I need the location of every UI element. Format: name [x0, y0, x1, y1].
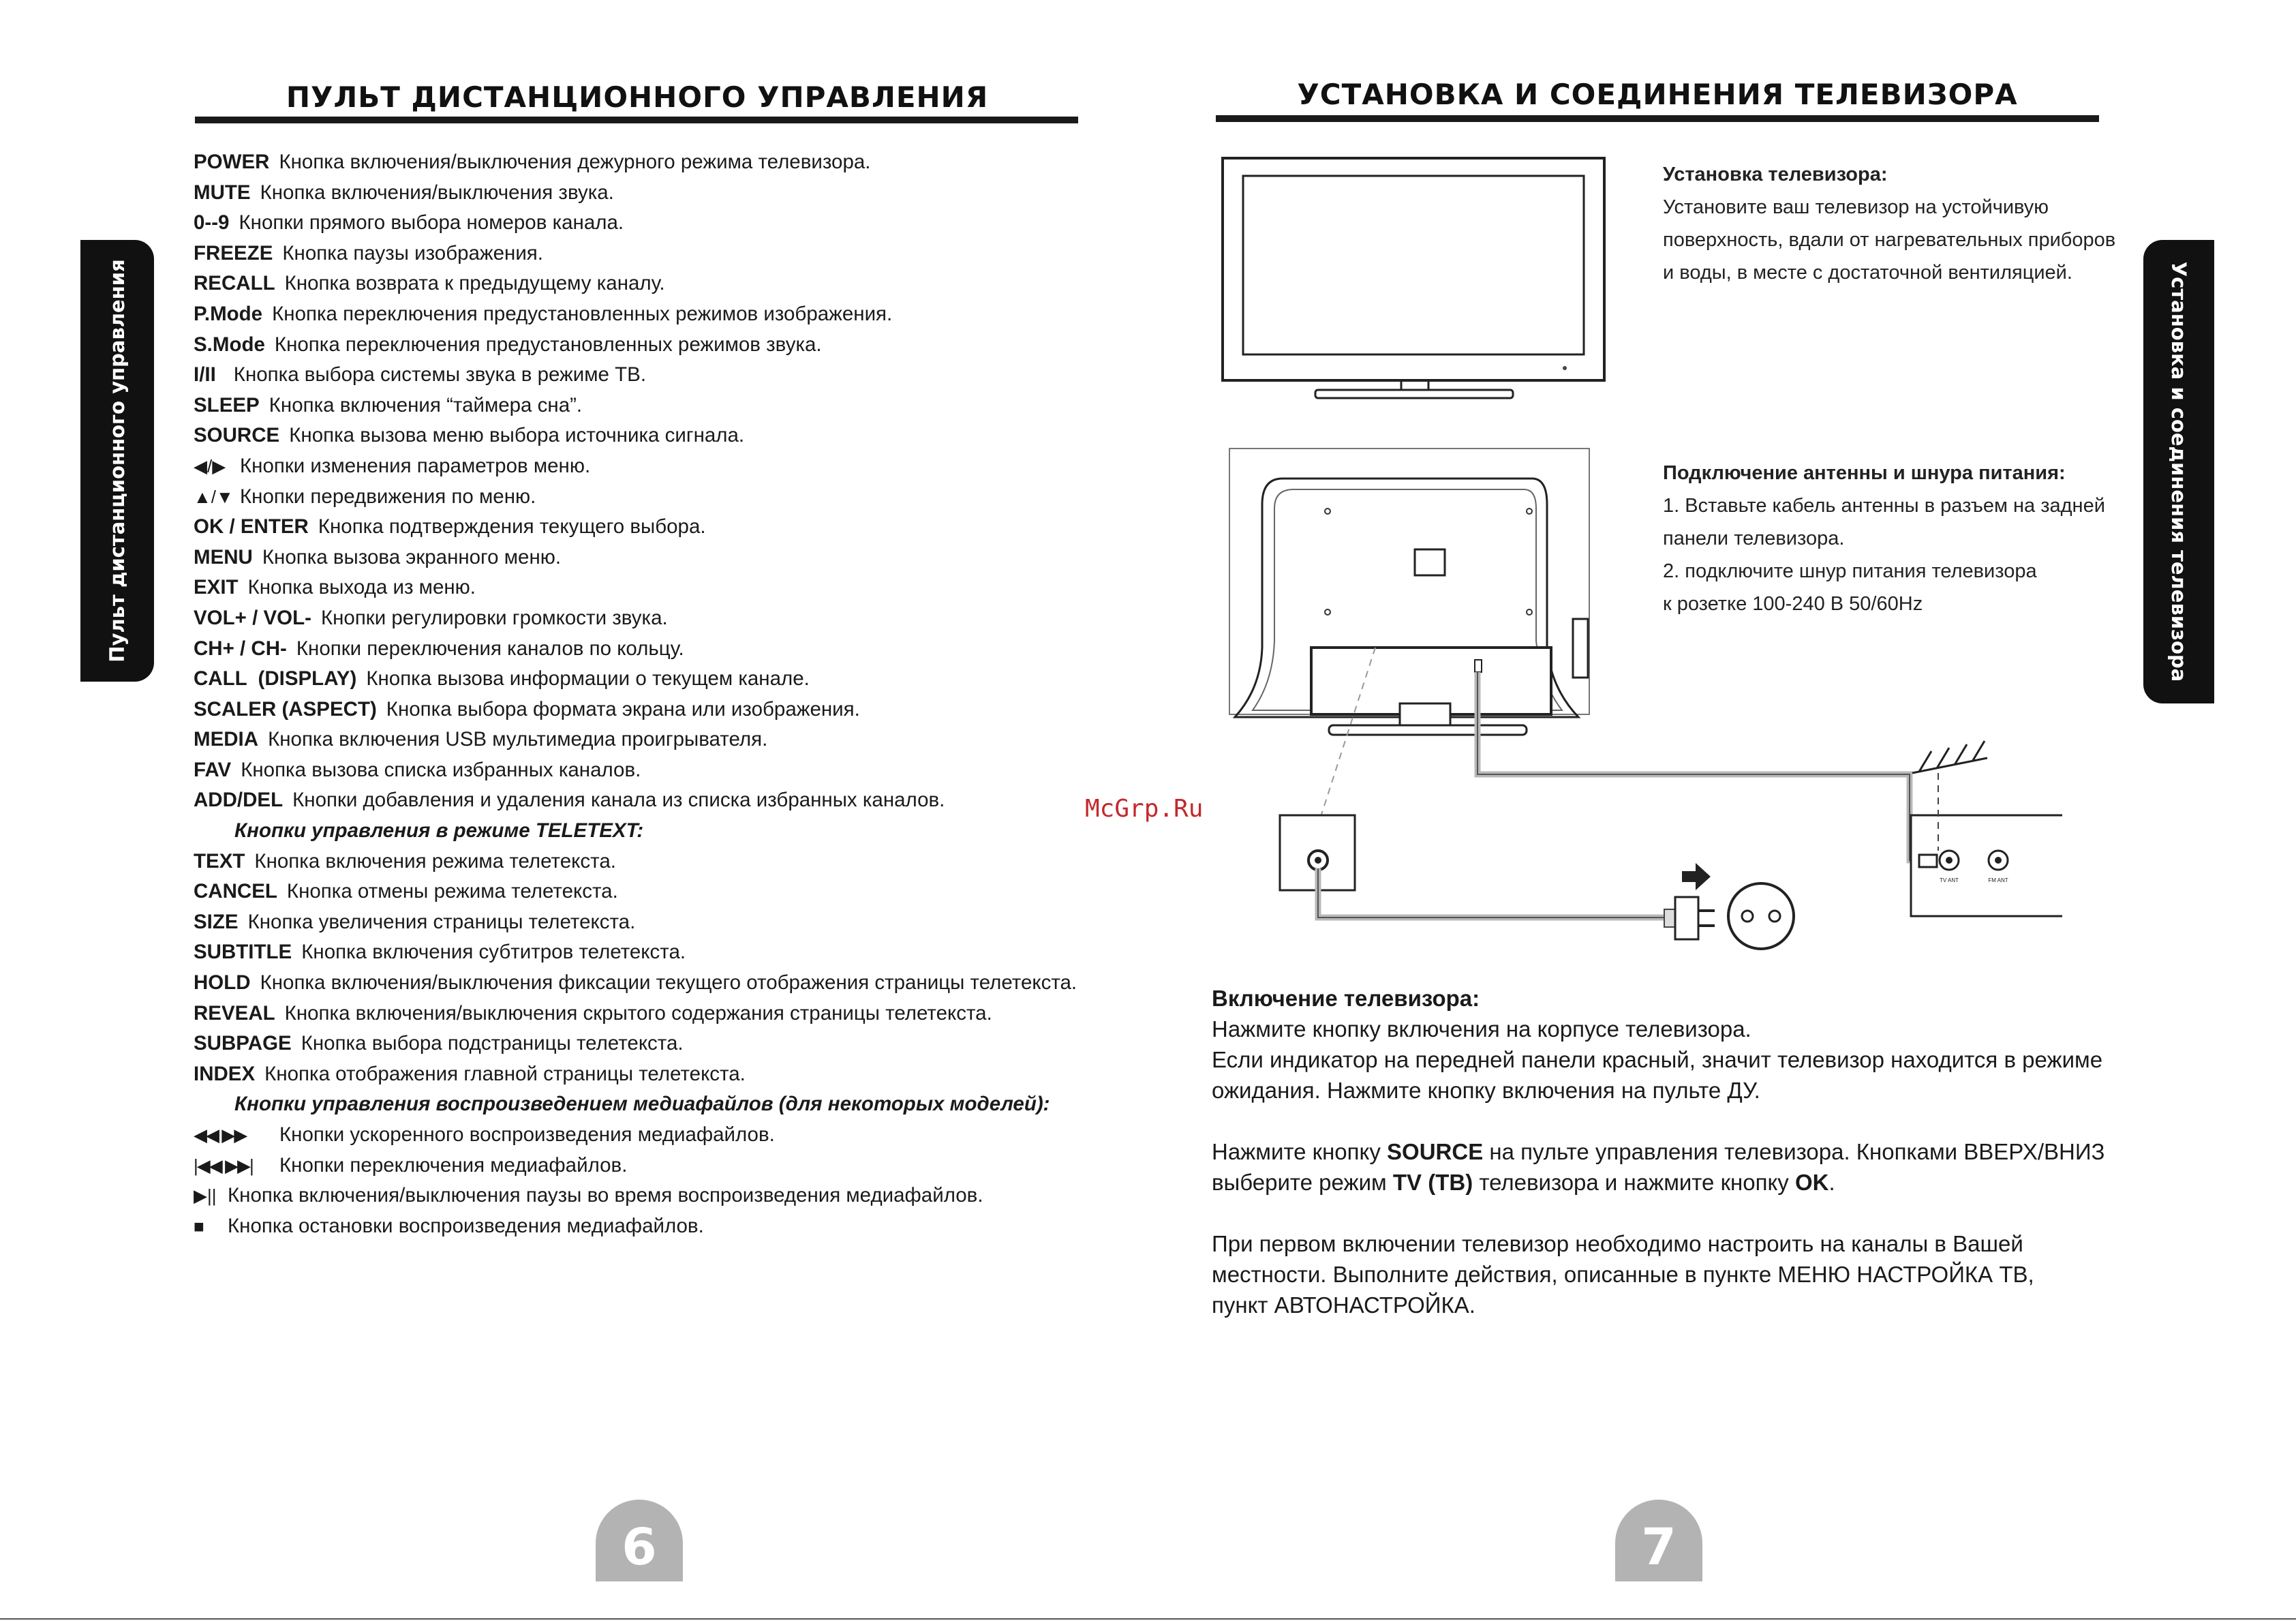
list-item [194, 299, 1148, 330]
list-item [194, 725, 1148, 755]
button-key: OK / ENTER [194, 515, 309, 539]
button-desc: Кнопки изменения параметров меню. [240, 454, 591, 477]
button-desc: Кнопка выбора системы звука в режиме ТВ. [233, 363, 647, 386]
list-item [194, 208, 1148, 239]
list-item [194, 907, 1148, 938]
source-key: SOURCE [1387, 1139, 1484, 1164]
text-line: Если индикатор на передней панели красный, значит телевизор находится в режиме [1212, 1047, 2103, 1072]
text-line: ожидания. Нажмите кнопку включения на пульте ДУ. [1212, 1078, 1760, 1103]
list-item [194, 695, 1148, 725]
button-desc: Кнопка отмены режима телетекста. [286, 880, 618, 903]
button-desc: Кнопки переключения каналов по кольцу. [296, 637, 684, 660]
install-instructions [1663, 158, 2115, 289]
button-desc: Кнопка увеличения страницы телетекста. [247, 910, 636, 933]
text-line [1212, 1136, 2152, 1167]
side-tab-label: Пульт дистанционного управления [106, 259, 129, 663]
button-desc: Кнопка вызова списка избранных каналов. [241, 758, 641, 781]
button-desc: Кнопка возврата к предыдущему каналу. [284, 272, 665, 295]
button-key: CH+ / CH- [194, 637, 287, 660]
button-desc: Кнопка вызова меню выбора источника сигнала. [289, 424, 745, 447]
text-line: поверхность, вдали от нагревательных приборов [1663, 229, 2116, 251]
page-number: 6 [596, 1500, 683, 1581]
text-line: и воды, в месте с достаточной вентиляцией. [1663, 262, 2072, 284]
button-desc: Кнопка включения/выключения паузы во время воспроизведения медиафайлов. [228, 1184, 983, 1207]
text-line: к розетке 100-240 В 50/60Hz [1663, 593, 1923, 615]
list-item [194, 755, 1148, 786]
list-item [194, 391, 1148, 421]
button-key: FAV [194, 758, 232, 781]
button-key: RECALL [194, 272, 275, 295]
heading-rule-right [1216, 115, 2099, 122]
list-item [194, 543, 1148, 573]
list-item [194, 664, 1148, 695]
button-desc: Кнопки регулировки громкости звука. [320, 606, 668, 629]
button-key: SIZE [194, 910, 239, 933]
button-desc: Кнопки ускоренного воспроизведения медиафайлов. [279, 1123, 775, 1146]
remote-control-list [194, 147, 1148, 1241]
button-key: REVEAL [194, 1001, 275, 1025]
button-desc: Кнопка остановки воспроизведения медиафайлов. [228, 1214, 704, 1237]
power-on-section [1212, 983, 2152, 1320]
button-key: MENU [194, 545, 253, 568]
button-desc: Кнопка включения режима телетекста. [254, 849, 616, 873]
button-desc: Кнопка переключения предустановленных режимов изображения. [272, 302, 893, 325]
button-desc: Кнопка включения USB мультимедиа проигрывателя. [268, 728, 768, 751]
button-desc: Кнопка вызова экранного меню. [262, 545, 562, 568]
page-number-right: 7 [1615, 1500, 1702, 1581]
list-item [194, 877, 1148, 907]
list-item [194, 847, 1148, 877]
button-desc: Кнопка включения/выключения фиксации текущего отображения страницы телетекста. [260, 971, 1077, 995]
button-desc: Кнопка включения/выключения скрытого содержания страницы телетекста. [284, 1001, 992, 1025]
tv-key: TV (ТВ) [1392, 1170, 1473, 1195]
list-item [194, 634, 1148, 665]
button-key: SLEEP [194, 393, 260, 416]
list-item [194, 1211, 1148, 1242]
text-fragment: телевизора и нажмите кнопку [1473, 1170, 1795, 1195]
heading-rule [195, 117, 1078, 123]
button-key: P.Mode [194, 302, 263, 325]
list-item [194, 1029, 1148, 1059]
list-item [194, 360, 1148, 391]
list-item [194, 573, 1148, 603]
text-line: панели телевизора. [1663, 528, 1845, 549]
text-line: пункт АВТОНАСТРОЙКА. [1212, 1292, 1475, 1318]
text-fragment: выберите режим [1212, 1170, 1393, 1195]
skip-prev-next-icon: |◀◀ ▶▶| [194, 1155, 253, 1176]
button-desc: Кнопка выхода из меню. [247, 576, 476, 599]
side-tab-right [2143, 240, 2214, 703]
button-key: 0--9 [194, 211, 230, 234]
button-desc: Кнопка паузы изображения. [282, 241, 543, 264]
list-item [194, 968, 1148, 999]
button-key: CANCEL [194, 880, 277, 903]
text-fragment: . [1828, 1170, 1835, 1195]
button-key: MEDIA [194, 728, 259, 751]
fm-ant-label: FM ANT [1988, 877, 2008, 883]
text-line: 1. Вставьте кабель антенны в разъем на задней [1663, 495, 2105, 517]
teletext-subheading: Кнопки управления в режиме TELETEXT: [234, 819, 644, 843]
button-desc: Кнопка отображения главной страницы телетекста. [264, 1062, 746, 1085]
text-line: местности. Выполните действия, описанные в пункте МЕНЮ НАСТРОЙКА ТВ, [1212, 1262, 2034, 1287]
button-key: VOL+ / VOL- [194, 606, 311, 629]
button-key: MUTE [194, 181, 251, 204]
power-on-title: Включение телевизора: [1212, 986, 1480, 1011]
button-desc: Кнопка включения “таймера сна”. [269, 393, 583, 416]
play-pause-icon: ▶|| [194, 1185, 217, 1207]
button-key: FREEZE [194, 241, 273, 264]
list-item [194, 1151, 1148, 1181]
list-item [194, 999, 1148, 1029]
page-title-right: УСТАНОВКА И СОЕДИНЕНИЯ ТЕЛЕВИЗОРА [1297, 78, 2018, 111]
button-desc: Кнопки передвижения по меню. [240, 485, 536, 508]
button-key: CALL (DISPLAY) [194, 667, 357, 691]
list-item [194, 1120, 1148, 1151]
list-item [194, 330, 1148, 361]
button-desc: Кнопка выбора формата экрана или изображения. [386, 697, 860, 721]
watermark: McGrp.Ru [1085, 795, 1204, 823]
side-tab-label: Установка и соединения телевизора [2167, 261, 2190, 682]
button-key: I/II [194, 363, 216, 386]
list-item [194, 785, 1148, 816]
text-line: Установите ваш телевизор на устойчивую [1663, 196, 2049, 218]
button-desc: Кнопка переключения предустановленных режимов звука. [274, 333, 822, 356]
text-fragment: на пульте управления телевизора. Кнопками ВВЕРХ/ВНИЗ [1483, 1139, 2105, 1164]
button-key: ADD/DEL [194, 789, 284, 812]
button-key: S.Mode [194, 333, 265, 356]
list-item [194, 603, 1148, 634]
text-fragment: Нажмите кнопку [1212, 1139, 1388, 1164]
left-right-arrows-icon: ◀/▶ [194, 455, 226, 476]
button-key: SUBTITLE [194, 941, 292, 964]
list-item [194, 937, 1148, 968]
list-item [194, 421, 1148, 451]
button-desc: Кнопка подтверждения текущего выбора. [318, 515, 706, 539]
button-desc: Кнопки добавления и удаления канала из списка избранных каналов. [292, 789, 945, 812]
fast-rewind-forward-icon: ◀◀ ▶▶ [194, 1125, 247, 1145]
install-title: Установка телевизора: [1663, 164, 1888, 185]
list-item [194, 1059, 1148, 1090]
media-subheading: Кнопки управления воспроизведением медиафайлов (для некоторых моделей): [234, 1093, 1050, 1116]
button-desc: Кнопка включения субтитров телетекста. [301, 941, 686, 964]
tv-front-illustration [1217, 155, 1612, 405]
list-item [194, 482, 1148, 513]
stop-icon: ■ [194, 1215, 204, 1237]
text-line: 2. подключите шнур питания телевизора [1663, 560, 2037, 582]
button-key: INDEX [194, 1062, 256, 1085]
list-item [194, 1181, 1148, 1211]
button-desc: Кнопка включения/выключения звука. [260, 181, 614, 204]
list-item [194, 451, 1148, 482]
text-line: Нажмите кнопку включения на корпусе телевизора. [1212, 1016, 1751, 1042]
button-key: SCALER (ASPECT) [194, 697, 377, 721]
side-tab [80, 240, 154, 682]
button-key: POWER [194, 151, 270, 173]
button-desc: Кнопки переключения медиафайлов. [279, 1153, 628, 1177]
connect-instructions [1663, 457, 2105, 620]
ok-key: OK [1794, 1170, 1829, 1195]
list-item [194, 239, 1148, 269]
button-desc: Кнопки прямого выбора номеров канала. [239, 211, 624, 234]
bottom-border [0, 1618, 2296, 1620]
button-key: EXIT [194, 576, 239, 599]
button-desc: Кнопка выбора подстраницы телетекста. [301, 1032, 684, 1055]
button-key: HOLD [194, 971, 251, 995]
button-desc: Кнопка включения/выключения дежурного режима телевизора. [279, 151, 871, 173]
up-down-arrows-icon: ▲/▼ [194, 486, 234, 507]
text-line: При первом включении телевизор необходимо настроить на каналы в Вашей [1212, 1231, 2023, 1256]
tv-ant-label: TV ANT [1939, 877, 1959, 883]
list-item [194, 512, 1148, 543]
text-line [1212, 1167, 2152, 1198]
button-key: SOURCE [194, 424, 280, 447]
connect-title: Подключение антенны и шнура питания: [1663, 462, 2066, 484]
list-item [194, 178, 1148, 209]
button-desc: Кнопка вызова информации о текущем канале. [366, 667, 810, 691]
list-item [194, 147, 1148, 178]
page-title: ПУЛЬТ ДИСТАНЦИОННОГО УПРАВЛЕНИЯ [286, 80, 989, 114]
list-item [194, 269, 1148, 299]
button-key: SUBPAGE [194, 1032, 292, 1055]
button-key: TEXT [194, 849, 245, 873]
